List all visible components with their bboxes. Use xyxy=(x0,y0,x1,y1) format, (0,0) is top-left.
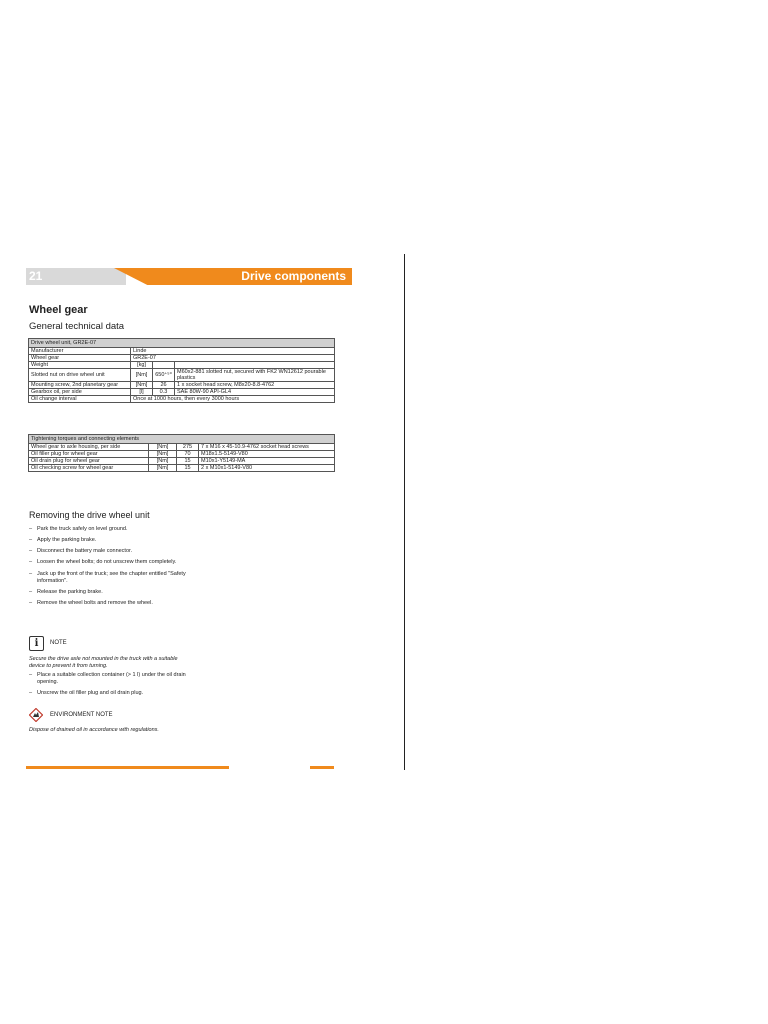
step-list xyxy=(29,526,199,611)
table-cell: Oil filler plug for wheel gear xyxy=(29,451,149,458)
table-row xyxy=(29,389,335,396)
table-cell: Mounting screw, 2nd planetary gear xyxy=(29,382,131,389)
list-item: – Apply the parking brake. xyxy=(29,537,199,544)
list-item: – Remove the wheel bolts and remove the wheel. xyxy=(29,600,199,607)
table-cell xyxy=(175,362,335,369)
page-divider xyxy=(404,254,405,770)
table-cell: 7 x M16 x 45-10.9-4762 socket head screws xyxy=(199,444,335,451)
environment-icon xyxy=(29,708,43,722)
page-number: 21 xyxy=(29,269,43,283)
environment-note-text: Dispose of drained oil in accordance with regulations. xyxy=(29,727,159,733)
table-cell: 70 xyxy=(177,451,199,458)
environment-note-label: ENVIRONMENT NOTE xyxy=(50,712,113,718)
table-cell: Wheel gear xyxy=(29,355,131,362)
table-row xyxy=(29,465,335,472)
table-cell: [Nm] xyxy=(131,382,153,389)
table-cell: M10x1-Y5149-MA xyxy=(199,458,335,465)
table-row xyxy=(29,362,335,369)
list-item: – Unscrew the oil filler plug and oil drain plug. xyxy=(29,690,199,697)
list-item: – Loosen the wheel bolts; do not unscrew them completely. xyxy=(29,559,199,566)
table-cell: M18x1.5-5149-V80 xyxy=(199,451,335,458)
list-item: – Release the parking brake. xyxy=(29,589,199,596)
table-cell: 15 xyxy=(177,458,199,465)
table-cell: M60x2-881 slotted nut, secured with FK2 WN12612 pourable plastics xyxy=(175,369,335,382)
page-title: Wheel gear xyxy=(29,304,88,316)
table-cell xyxy=(153,362,175,369)
table-cell: 1 x socket head screw, M8x20-8.8-4762 xyxy=(175,382,335,389)
table-cell: Oil drain plug for wheel gear xyxy=(29,458,149,465)
technical-data-table xyxy=(28,338,335,403)
section-title: Drive components xyxy=(241,269,346,283)
list-item: – Jack up the front of the truck; see the chapter entitled "Safety information". xyxy=(29,571,199,585)
table-cell: Wheel gear to axle housing, per side xyxy=(29,444,149,451)
table-cell: [Nm] xyxy=(149,444,177,451)
table-cell: [Nm] xyxy=(149,465,177,472)
table-row xyxy=(29,369,335,382)
table-cell: 15 xyxy=(177,465,199,472)
table-cell: Gearbox oil, per side xyxy=(29,389,131,396)
table-cell: 2 x M10x1-5149-V80 xyxy=(199,465,335,472)
table-row xyxy=(29,396,335,403)
table-cell: GR2E-07 xyxy=(131,355,335,362)
table-row xyxy=(29,451,335,458)
table-row xyxy=(29,444,335,451)
table-cell: 0.3 xyxy=(153,389,175,396)
table-cell: 650⁺⁵⁰ xyxy=(153,369,175,382)
table-cell: [kg] xyxy=(131,362,153,369)
table-cell: Weight xyxy=(29,362,131,369)
table-row xyxy=(29,355,335,362)
table-cell: [Nm] xyxy=(149,458,177,465)
table-cell: Linde xyxy=(131,348,335,355)
torque-table xyxy=(28,434,335,472)
footer-bar xyxy=(26,766,229,769)
note-text: Secure the drive axle not mounted in the truck with a suitable device to prevent it from turning. xyxy=(29,656,178,670)
list-item: – Place a suitable collection container (> 1 l) under the oil drain opening. xyxy=(29,672,199,686)
table-heading: Tightening torques and connecting elements xyxy=(29,435,335,444)
table-cell: [l] xyxy=(131,389,153,396)
table-cell: SAE 80W-90 API-GL4 xyxy=(175,389,335,396)
table-heading: Drive wheel unit, GR2E-07 xyxy=(29,339,335,348)
table-cell: Oil change interval xyxy=(29,396,131,403)
table-cell: 26 xyxy=(153,382,175,389)
info-icon: i xyxy=(29,636,44,651)
list-item: – Park the truck safely on level ground. xyxy=(29,526,199,533)
table-cell: Oil checking screw for wheel gear xyxy=(29,465,149,472)
page-header xyxy=(26,268,352,285)
table-row xyxy=(29,458,335,465)
table-cell: [Nm] xyxy=(149,451,177,458)
table-cell: Slotted nut on drive wheel unit xyxy=(29,369,131,382)
list-item: – Disconnect the battery male connector. xyxy=(29,548,199,555)
note-label: NOTE xyxy=(50,640,67,646)
table-cell: Manufacturer xyxy=(29,348,131,355)
step-list-2 xyxy=(29,672,199,701)
page-subtitle: General technical data xyxy=(29,321,125,332)
table-cell: [Nm] xyxy=(131,369,153,382)
section-heading: Removing the drive wheel unit xyxy=(29,510,150,520)
footer-bar-right xyxy=(310,766,334,769)
table-cell: Once at 1000 hours, then every 3000 hours xyxy=(131,396,335,403)
table-row xyxy=(29,348,335,355)
table-cell: 275 xyxy=(177,444,199,451)
table-row xyxy=(29,382,335,389)
